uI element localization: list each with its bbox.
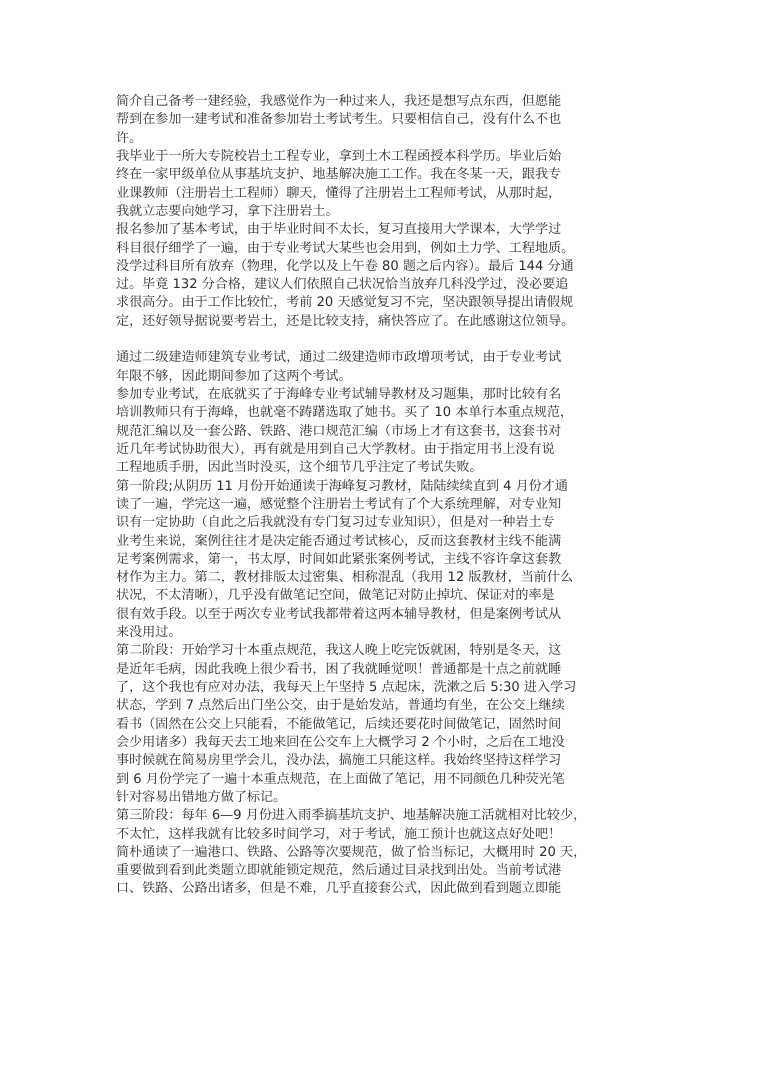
document-line: 会少用诸多）我每天去工地来回在公交车上大概学习 2 个小时，之后在工地没 [116, 734, 565, 750]
document-line: 终在一家甲级单位从事基坑支护、地基解决施工工作。我在冬某一天，跟我专 [116, 167, 562, 183]
document-line: 事时候就在简易房里学会儿，没办法，搞施工只能这样。我始终坚持这样学习 [116, 753, 562, 769]
document-line: 参加专业考试，在底就买了于海峰专业考试辅导教材及习题集，那时比较有名 [116, 387, 562, 402]
document-line: 定，还好领导据说要考岩土，还是比较支持，痛快答应了。在此感谢这位领导。 [116, 313, 575, 329]
document-line: 状态，学到 7 点然后出门坐公交，由于是始发站，普通均有坐，在公交上继续 [116, 698, 565, 714]
document-line: 重要做到看到此类题立即就能锁定规范，然后通过目录找到出处。当前考试港 [116, 863, 562, 879]
document-line: 材作为主力。第二，教材排版太过密集、相称混乱（我用 12 版教材，当前什么 [116, 570, 574, 586]
document-line: 到 6 月份学完了一遍十本重点规范，在上面做了笔记，用不同颜色几种荧光笔 [116, 771, 565, 787]
document-line: 足考案例需求，第一，书太厚，时间如此紧张案例考试，主线不容许拿这套教 [116, 551, 562, 567]
document-line: 第三阶段：每年 6—9 月份进入雨季搞基坑支护、地基解决施工活就相对比较少， [116, 808, 587, 824]
document-line: 状况，不太清晰），几乎没有做笔记空间，做笔记对防止掉坑、保证对的率是 [116, 588, 555, 604]
document-line: 业考生来说，案例往往才是决定能否通过考试核心，反而这套教材主线不能满 [116, 533, 562, 549]
document-line: 工程地质手册，因此当时没买，这个细节几乎注定了考试失败。 [116, 460, 483, 476]
document-blank-line [116, 331, 647, 349]
document-line: 业课教师（注册岩土工程师）聊天，懂得了注册岩土工程师考试，从那时起， [116, 185, 562, 201]
document-line: 我就立志要向她学习，拿下注册岩土。 [116, 203, 339, 219]
document-line: 过。毕竟 132 分合格，建议人们依照自己状况恰当放弃几科没学过，没必要追 [116, 277, 569, 293]
document-line: 简介自己备考一建经验，我感觉作为一种过来人，我还是想写点东西，但愿能 [116, 94, 562, 109]
document-line: 看书（固然在公交上只能看，不能做笔记，后续还要花时间做笔记，固然时间 [116, 716, 562, 732]
document-line: 是近年毛病，因此我晚上很少看书，困了我就睡觉呗！普通都是十点之前就睡 [116, 661, 562, 677]
document-line: 培训教师只有于海峰，也就毫不踌躇选取了她书。买了 10 本单行本重点规范， [116, 405, 574, 421]
document-line: 我毕业于一所大专院校岩土工程专业，拿到土木工程函授本科学历。毕业后始 [116, 148, 562, 164]
document-line: 许。 [116, 130, 143, 146]
document-line: 识有一定协助（自此之后我就没有专门复习过专业知识），但是对一种岩土专 [116, 515, 555, 531]
document-line: 帮到在参加一建考试和准备参加岩土考试考生。只要相信自己，没有什么不也 [116, 112, 562, 128]
document-line: 报名参加了基本考试，由于毕业时间不太长，复习直接用大学课本，大学学过 [116, 222, 562, 238]
document-line: 口、铁路、公路出诸多，但是不难，几乎直接套公式，因此做到看到题立即能 [116, 881, 562, 897]
document-line: 求很高分。由于工作比较忙，考前 20 天感觉复习不完，坚决跟领导提出请假规 [116, 295, 574, 311]
document-line: 第二阶段：开始学习十本重点规范，我这人晚上吃完饭就困，特别是冬天，这 [116, 643, 562, 659]
document-line: 读了一遍，学完这一遍，感觉整个注册岩土考试有了个大系统理解，对专业知 [116, 496, 562, 512]
document-line: 近几年考试协助很大），再有就是用到自己大学教材。由于指定用书上没有说 [116, 441, 555, 457]
document-line: 没学过科目所有放弃（物理，化学以及上午卷 80 题之后内容）。最后 144 分通 [116, 258, 574, 274]
document-line: 针对容易出错地方做了标记。 [116, 789, 287, 805]
document-line: 规范汇编以及一套公路、铁路、港口规范汇编（市场上才有这套书，这套书对 [116, 423, 562, 439]
document-line: 不太忙，这样我就有比较多时间学习，对于考试，施工预计也就这点好处吧！ [116, 826, 562, 842]
document-line: 来没用过。 [116, 625, 182, 641]
document-line: 很有效手段。以至于两次专业考试我都带着这两本辅导教材，但是案例考试从 [116, 606, 562, 622]
document-line: 科目很仔细学了一遍，由于专业考试大某些也会用到，例如土力学、工程地质。 [116, 240, 575, 256]
document-line: 通过二级建造师建筑专业考试，通过二级建造师市政增项考试，由于专业考试 [116, 350, 562, 366]
document-line: 了，这个我也有应对办法，我每天上午坚持 5 点起床，洗漱之后 5:30 进入学习 [116, 680, 577, 695]
document-line: 年限不够，因此期间参加了这两个考试。 [116, 368, 352, 384]
document-line: 第一阶段;从阴历 11 月份开始通读于海峰复习教材，陆陆续续直到 4 月份才通 [116, 478, 568, 494]
document-line: 简朴通读了一遍港口、铁路、公路等次要规范，做了恰当标记，大概用时 20 天， [116, 844, 587, 860]
document-text-block [116, 93, 647, 899]
